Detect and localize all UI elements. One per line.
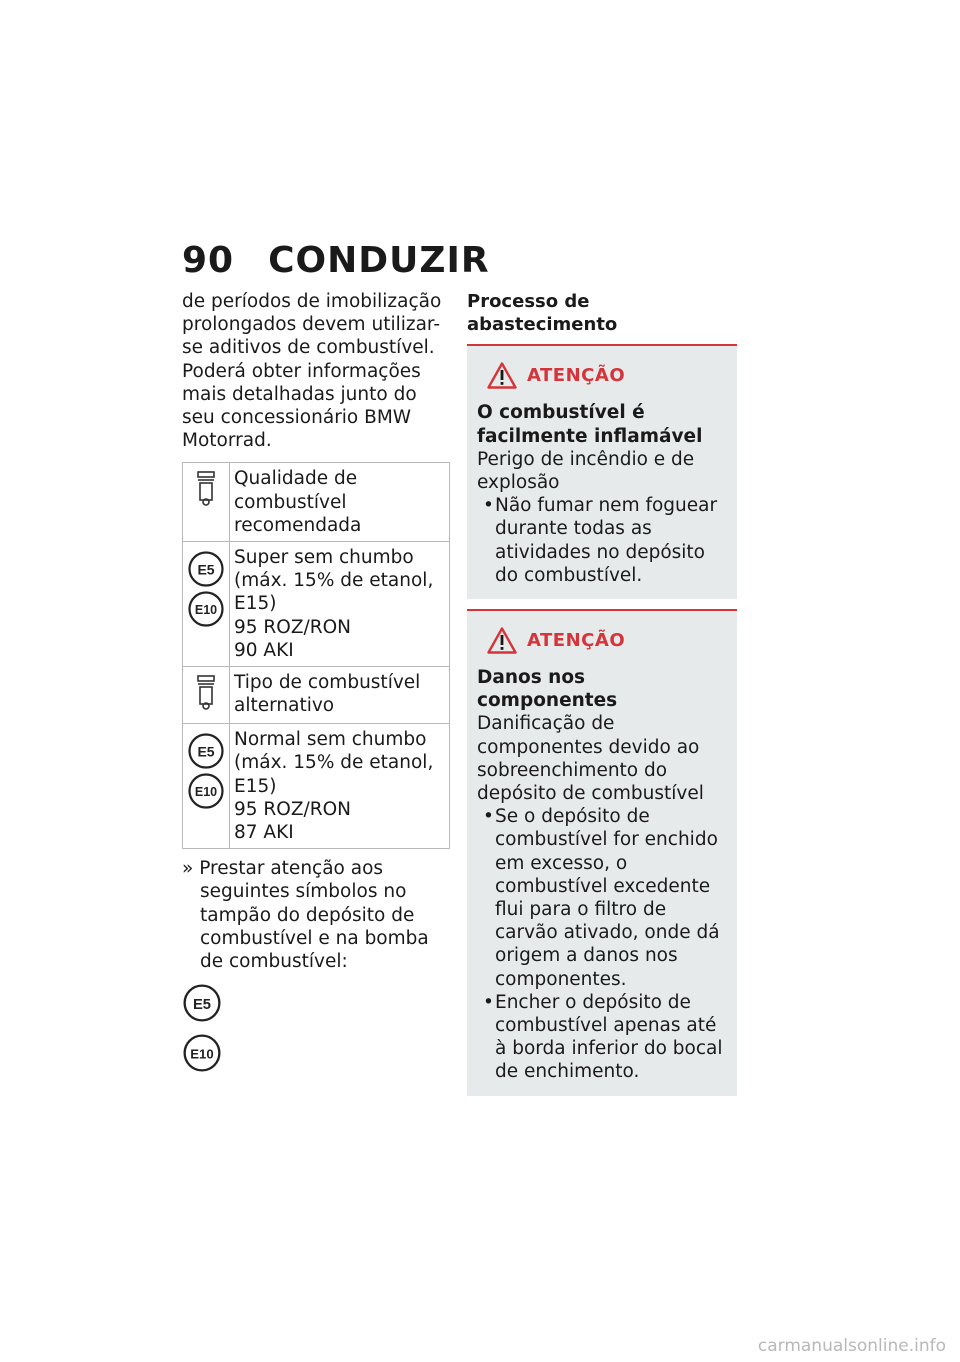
e10-badge-text: E10 [194,603,218,618]
spec-line: 95 ROZ/RON [234,616,351,638]
table-row [183,724,450,849]
watermark: carmanualsonline.info [757,1336,946,1356]
spec-line: E15) [234,593,277,615]
fuel-pump-icon [194,673,218,711]
fuel-table [182,462,450,849]
table-row [183,542,450,667]
left-column [182,290,452,1083]
alternative-fuel-title: Tipo de combustível alternativo [230,667,450,724]
intro-paragraph: de períodos de imobilização prolongados devem utilizar-se aditivos de combustível. Poderá obter informações mais detalhadas junto do seu concessionário BMW Motorrad. [182,291,442,452]
warning-header [487,627,727,654]
page-header [182,240,490,281]
fuel-symbol-badges [182,983,452,1073]
e10-badge-icon [187,772,225,810]
page-title: CONDUZIR [268,240,490,281]
table-icon-cell [183,542,230,667]
table-row [183,463,450,542]
recommended-fuel-specs [230,542,450,667]
fuel-pump-icon [194,469,218,507]
e5-badge-text: E5 [197,561,215,578]
warning-box [467,609,737,1096]
instruction-marker: » [182,858,194,880]
table-row [183,667,450,724]
spec-line: Super sem chumbo [234,547,414,569]
spec-line: Normal sem chumbo [234,729,427,751]
table-icon-cell [183,463,230,542]
warning-box [467,344,737,599]
table-icon-cell [183,667,230,724]
e10-badge-icon [187,590,225,628]
e5-badge-text: E5 [197,743,215,760]
list-item: • Se o depósito de combustível for enchido em excesso, o combustível excedente flui para o filtro de carvão ativado, onde dá origem a danos nos componentes. [477,805,727,991]
warning-triangle-icon [487,362,517,389]
e5-badge-text: E5 [192,997,212,1014]
warning-bullets [477,494,727,587]
alternative-fuel-specs [230,724,450,849]
list-item: • Encher o depósito de combustível apenas até à borda inferior do bocal de enchimento. [477,991,727,1084]
page-number: 90 [182,240,235,281]
spec-line: (máx. 15% de etanol, [234,752,434,774]
warning-bullets [477,805,727,1083]
spec-line: 87 AKI [234,822,294,844]
warning-text: Perigo de incêndio e de explosão [477,448,695,494]
spec-line: E15) [234,775,277,797]
spec-line: 95 ROZ/RON [234,798,351,820]
e5-badge-icon [187,550,225,588]
list-item: • Não fumar nem foguear durante todas as atividades no depósito do combustível. [477,494,727,587]
e5-badge-icon [182,983,222,1023]
e10-badge-text: E10 [190,1046,214,1062]
warning-triangle-icon [487,627,517,654]
warning-label: ATENÇÃO [527,629,626,651]
warning-heading: O combustível é facilmente inflamável [477,402,703,447]
recommended-fuel-title: Qualidade de combustível recomendada [230,463,450,542]
instruction-text: Prestar atenção aos seguintes símbolos no tampão do depósito de combustível e na bomba de combustível: [199,858,429,973]
right-column [467,290,737,1106]
e10-badge-text: E10 [194,785,218,800]
section-title: Processo de abastecimento [467,291,618,336]
warning-heading: Danos nos componentes [477,667,618,712]
instruction-step [182,857,452,973]
table-icon-cell [183,724,230,849]
warning-text: Danificação de componentes devido ao sobreenchimento do depósito de combustível [477,713,704,805]
warning-label: ATENÇÃO [527,365,626,387]
warning-header [487,362,727,389]
e10-badge-icon [182,1033,222,1073]
spec-line: (máx. 15% de etanol, [234,570,434,592]
spec-line: 90 AKI [234,639,294,661]
e5-badge-icon [187,732,225,770]
